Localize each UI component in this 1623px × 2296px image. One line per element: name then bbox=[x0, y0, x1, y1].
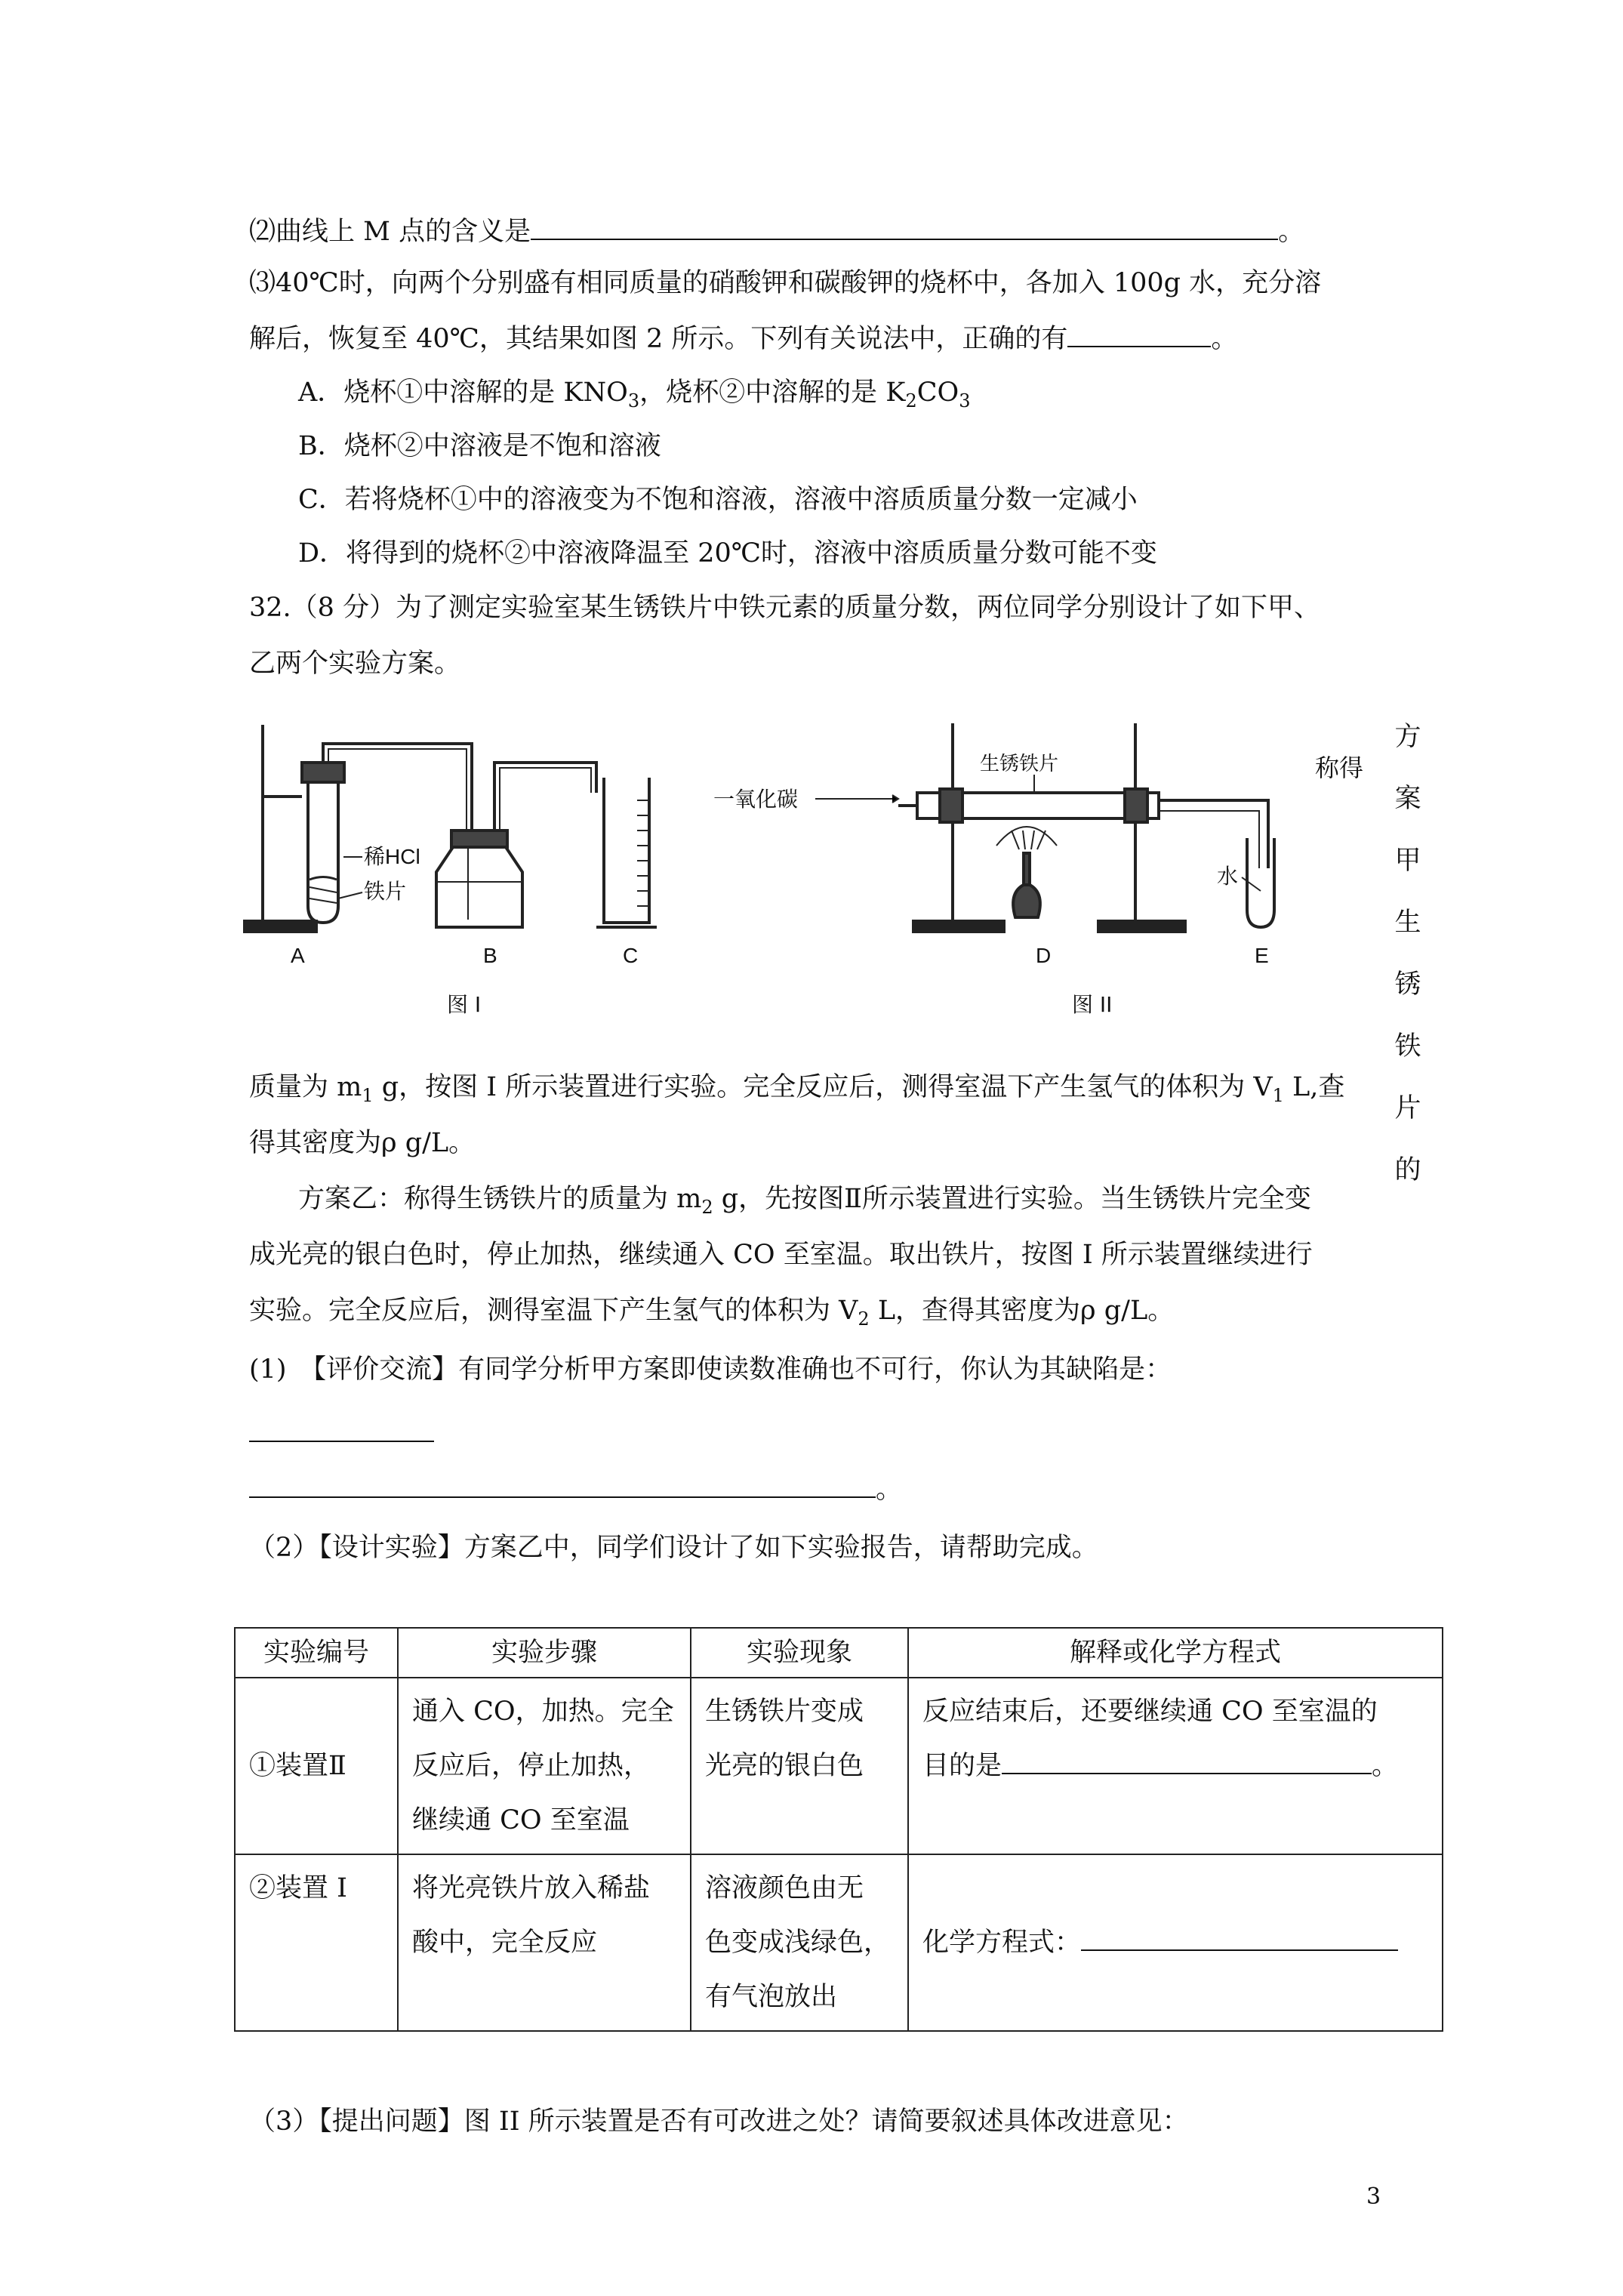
sub-question-2: （2）【设计实验】方案乙中，同学们设计了如下实验报告，请帮助完成。 bbox=[249, 1533, 1098, 1563]
option-a: A．烧杯①中溶解的是 $KNO_3$，烧杯②中溶解的是 $K_2CO_3$ bbox=[298, 378, 971, 411]
option-c: C．若将烧杯①中的溶液变为不饱和溶液，溶液中溶质质量分数一定减小 bbox=[298, 485, 1138, 515]
figure-1-caption: 图 I bbox=[447, 992, 482, 1017]
page-number: 3 bbox=[1366, 2184, 1381, 2210]
row1-steps: 通入 CO，加热。完全 反应后，停止加热， 继续通 CO 至室温 bbox=[398, 1678, 691, 1854]
table-header-row bbox=[235, 1628, 1443, 1678]
row2-phenomenon: 溶液颜色由无 色变成浅绿色， 有气泡放出 bbox=[691, 1854, 908, 2031]
figure-2-apparatus bbox=[710, 717, 1313, 1034]
answer-blank-1b[interactable] bbox=[249, 1471, 876, 1498]
sub-question-3: （3）【提出问题】图 II 所示装置是否有可改进之处？请简要叙述具体改进意见： bbox=[249, 2106, 1189, 2137]
q31-part3-line2: 解后，恢复至 40℃，其结果如图 2 所示。下列有关说法中，正确的有 。 bbox=[249, 320, 1237, 356]
label-iron-sheet: 铁片 bbox=[364, 879, 407, 904]
label-c: C bbox=[623, 944, 639, 967]
plan-b-line1: 方案乙：称得生锈铁片的质量为 $m_2$ g，先按图Ⅱ所示装置进行实验。当生锈铁片完全变 bbox=[298, 1184, 1311, 1218]
answer-blank-table-1[interactable] bbox=[1002, 1747, 1372, 1774]
header-id: 实验编号 bbox=[235, 1628, 398, 1678]
header-explanation: 解释或化学方程式 bbox=[908, 1628, 1443, 1678]
q31-part2: ⑵曲线上 M 点的含义是 。 bbox=[249, 213, 1304, 248]
answer-blank[interactable] bbox=[531, 213, 1278, 240]
option-d: D．将得到的烧杯②中溶液降温至 20℃时，溶液中溶质质量分数可能不变 bbox=[298, 538, 1157, 569]
row2-id: ②装置 I bbox=[235, 1854, 398, 2031]
label-rusty-iron: 生锈铁片 bbox=[980, 753, 1059, 775]
label-e: E bbox=[1255, 944, 1269, 967]
row1-id: ①装置Ⅱ bbox=[235, 1678, 398, 1854]
experiment-report-table bbox=[234, 1627, 1443, 2032]
label-dilute-hcl: 稀HCl bbox=[364, 845, 420, 868]
vertical-text: 方 案甲 生 锈 铁 片 的 bbox=[1394, 722, 1421, 1185]
label-water: 水 bbox=[1217, 864, 1239, 889]
q32-intro-line2: 乙两个实验方案。 bbox=[249, 649, 461, 679]
header-steps: 实验步骤 bbox=[398, 1628, 691, 1678]
label-carbon-monoxide: 一氧化碳 bbox=[713, 787, 799, 812]
plan-b-line3: 实验。完全反应后，测得室温下产生氢气的体积为 $V_2$ L，查得其密度为ρ g/L。 bbox=[249, 1296, 1175, 1330]
answer-blank-1a[interactable] bbox=[249, 1441, 434, 1442]
header-phenomenon: 实验现象 bbox=[691, 1628, 908, 1678]
plan-a-line2: 得其密度为ρ g/L。 bbox=[249, 1128, 476, 1158]
plan-b-line2: 成光亮的银白色时，停止加热，继续通入 CO 至室温。取出铁片，按图 I 所示装置继续进行 bbox=[249, 1240, 1313, 1270]
label-b: B bbox=[483, 944, 497, 967]
sub-question-1: (1) 【评价交流】有同学分析甲方案即使读数准确也不可行，你认为其缺陷是： bbox=[249, 1354, 1172, 1385]
row1-explanation: 反应结束后，还要继续通 CO 至室温的 目的是 。 bbox=[908, 1678, 1443, 1854]
table-row bbox=[235, 1854, 1443, 2031]
q31-part3-line1: ⑶40℃时，向两个分别盛有相同质量的硝酸钾和碳酸钾的烧杯中，各加入 100g 水，充分溶 bbox=[249, 268, 1322, 298]
plan-a-line1: 质量为 $m_1$ g，按图 I 所示装置进行实验。完全反应后，测得室温下产生氢气的体积为 $V_1$ L,查 bbox=[249, 1072, 1345, 1106]
q32-intro-line1: 32.（8 分）为了测定实验室某生锈铁片中铁元素的质量分数，两位同学分别设计了如下甲、 bbox=[249, 593, 1321, 623]
option-b: B．烧杯②中溶液是不饱和溶液 bbox=[298, 431, 661, 461]
table-row bbox=[235, 1678, 1443, 1854]
row1-phenomenon: 生锈铁片变成 光亮的银白色 bbox=[691, 1678, 908, 1854]
figure-2-caption: 图 II bbox=[1072, 992, 1113, 1017]
sub-question-1-blank: 。 bbox=[249, 1471, 902, 1506]
label-a: A bbox=[291, 944, 305, 967]
row2-steps: 将光亮铁片放入稀盐 酸中，完全反应 bbox=[398, 1854, 691, 2031]
answer-blank[interactable] bbox=[1067, 320, 1211, 347]
row2-explanation: 化学方程式： bbox=[908, 1854, 1443, 2031]
answer-blank-table-2[interactable] bbox=[1081, 1924, 1398, 1951]
vertical-overlap-text: 称得 bbox=[1315, 754, 1364, 782]
label-d: D bbox=[1036, 944, 1052, 967]
figure-1-apparatus bbox=[242, 717, 679, 1034]
